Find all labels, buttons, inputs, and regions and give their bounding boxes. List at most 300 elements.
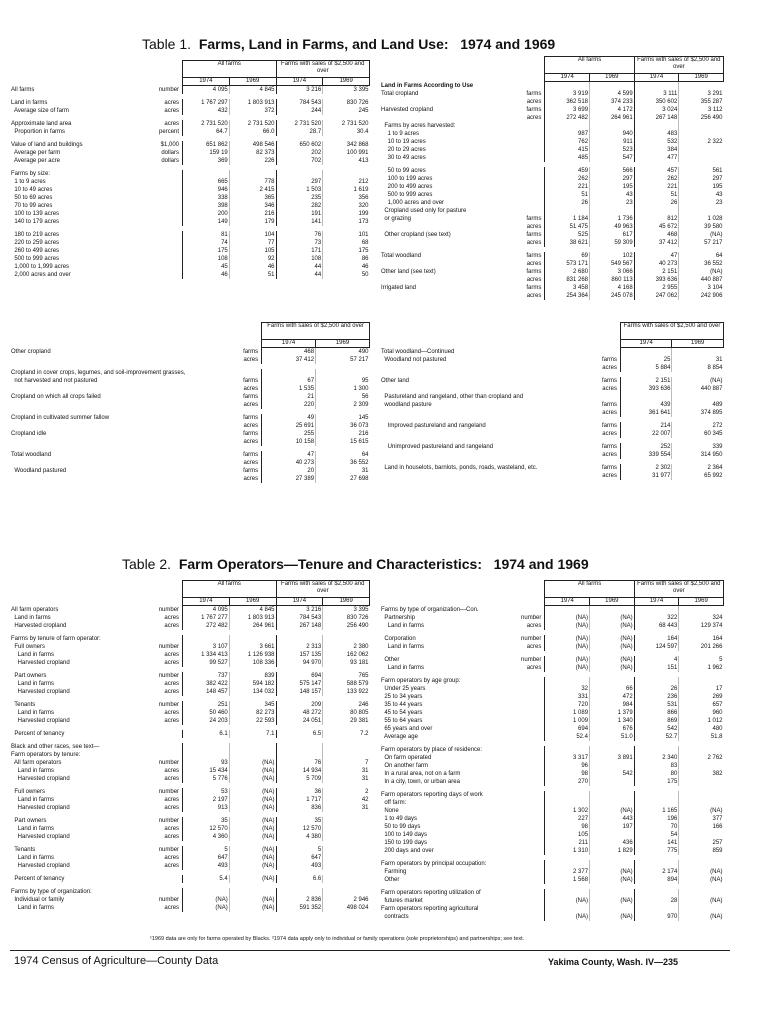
value-s74: 40 273 [634, 260, 679, 268]
row-unit [507, 146, 545, 154]
value-s69: 199 [323, 210, 370, 218]
value-a74: 175 [183, 247, 230, 255]
table-row [380, 778, 724, 786]
table-row [380, 268, 724, 276]
value-s69: (NA) [679, 876, 724, 884]
row-unit [507, 709, 545, 717]
row-label: 55 to 64 years [381, 717, 423, 724]
value-a69: 542 [590, 770, 635, 778]
table2-title [122, 556, 589, 572]
table-row [10, 467, 370, 475]
value-a74: 1 767 277 [183, 614, 230, 622]
row-label: Harvested cropland [11, 623, 67, 629]
value-a74: 149 [183, 218, 230, 226]
table1-title-years: 1974 and 1969 [460, 36, 556, 52]
value-s74: 2 340 [634, 754, 679, 762]
value-s69: 257 [679, 839, 724, 847]
value-s74: 37 412 [262, 356, 316, 364]
table-row [10, 854, 370, 862]
value-a69: 1 126 938 [229, 651, 276, 659]
value-s69 [679, 677, 724, 685]
row-unit: farms [243, 348, 259, 355]
value-a69 [590, 746, 635, 754]
table-row [380, 746, 724, 754]
value-a69 [229, 751, 276, 759]
row-label: Full owners [11, 644, 46, 650]
value-a74 [545, 746, 590, 754]
value-s74: 236 [634, 693, 679, 701]
value-a74: 338 [183, 194, 230, 202]
value-s74: 214 [620, 422, 672, 430]
table-row [380, 385, 724, 393]
value-a69: 860 113 [590, 276, 635, 284]
value-s69: 31 [323, 804, 370, 812]
value-a69: 498 546 [229, 141, 276, 149]
value-s74: 171 [276, 247, 323, 255]
value-s69: 960 [679, 709, 724, 717]
table-row [10, 210, 370, 218]
row-unit [143, 730, 183, 738]
value-s69 [679, 778, 724, 786]
value-a74: 5.4 [183, 875, 230, 883]
value-s74: 3 024 [634, 106, 679, 114]
table-row [10, 141, 370, 149]
table-row [10, 775, 370, 783]
row-unit: acres [164, 681, 180, 687]
row-unit: acres [526, 260, 542, 267]
table-row [380, 122, 724, 130]
value-a74: 1 310 [545, 847, 590, 855]
table-row [10, 904, 370, 912]
value-a69: 197 [590, 823, 635, 831]
table-row [10, 875, 370, 883]
row-unit [507, 693, 545, 701]
row-unit: $1,000 [160, 142, 180, 148]
value-s69: 342 868 [323, 141, 370, 149]
row-unit: percent [159, 129, 180, 135]
row-label: Farm operators reporting agricultural [381, 905, 479, 912]
value-s74 [620, 348, 672, 356]
row-unit: farms [526, 268, 542, 275]
value-a69: 77 [229, 239, 276, 247]
value-a74 [545, 677, 590, 685]
table-row [380, 130, 724, 138]
value-a69: (NA) [229, 759, 276, 767]
value-s74: 94 970 [276, 659, 323, 667]
value-s69: 27 698 [316, 475, 370, 483]
value-a74 [545, 606, 590, 614]
value-s69: 355 287 [679, 98, 724, 106]
row-label: On another farm [381, 762, 429, 769]
row-unit: acres [526, 643, 542, 650]
value-a69: (NA) [590, 876, 635, 884]
table-row [10, 888, 370, 896]
value-s74: 4 [634, 656, 679, 664]
row-label: Harvested cropland [11, 660, 70, 666]
value-s74: 591 352 [276, 904, 323, 912]
value-s69: 490 [316, 348, 370, 357]
row-label: In a city, town, or urban area [381, 778, 460, 785]
value-a69: 102 [590, 252, 635, 260]
value-s69: 830 726 [323, 99, 370, 107]
table-row [10, 896, 370, 904]
value-a74: 2 731 520 [183, 120, 230, 128]
table-row [380, 106, 724, 114]
value-a69: 472 [590, 693, 635, 701]
table-row [380, 643, 724, 651]
row-label [10, 401, 219, 409]
row-unit: acres [164, 121, 180, 127]
row-label: Land in farms [11, 797, 55, 803]
value-s74: 393 636 [634, 276, 679, 284]
value-a69: (NA) [229, 767, 276, 775]
row-label: Full owners [11, 789, 46, 795]
value-s74: 44 [276, 271, 323, 279]
row-label: Cropland in cover crops, legumes, and soil-improvement grasses, [11, 370, 186, 376]
table-row [380, 799, 724, 807]
value-a74: 46 [183, 271, 230, 279]
value-a74: 3 317 [545, 754, 590, 762]
row-label [380, 409, 579, 417]
row-unit: acres [164, 718, 180, 724]
value-s74: 54 [634, 831, 679, 839]
value-a69 [590, 860, 635, 868]
value-s69: 80 805 [323, 709, 370, 717]
row-unit: acres [164, 776, 180, 782]
value-s69: 2 380 [323, 643, 370, 651]
header-all-farms: All farms [183, 581, 276, 598]
value-s74: 76 [276, 759, 323, 767]
header-blank [10, 78, 183, 86]
value-a69: (NA) [229, 875, 276, 883]
value-a69 [590, 122, 635, 130]
value-s74: 393 636 [620, 385, 672, 393]
value-s74: 68 443 [634, 622, 679, 630]
table-row [10, 817, 370, 825]
value-s69: 30.4 [323, 128, 370, 136]
row-label: Black and other races, see text— [11, 744, 100, 750]
row-label: Farming [381, 868, 407, 875]
value-s69: 7.2 [323, 730, 370, 738]
table-row [10, 348, 370, 357]
value-s74: 35 [276, 817, 323, 825]
header-sales-2500: Farms with sales of $2,500 and over [276, 61, 370, 78]
row-label: 200 days and over [381, 847, 434, 854]
value-a69 [590, 799, 635, 807]
value-a69 [229, 635, 276, 643]
table-row [380, 146, 724, 154]
row-label: Cropland on which all crops failed [11, 394, 101, 400]
header-year-1974: 1974 [545, 598, 590, 606]
value-s69: 2 946 [323, 896, 370, 904]
value-a69: (NA) [590, 643, 635, 651]
value-a74 [545, 122, 590, 130]
value-s74: 694 [276, 672, 323, 680]
value-a74: 96 [545, 762, 590, 770]
row-unit [507, 725, 545, 733]
value-a69: (NA) [590, 897, 635, 905]
value-s69 [323, 854, 370, 862]
value-s69: 23 [679, 199, 724, 207]
header-year-1974: 1974 [545, 74, 590, 82]
value-a69: 1 340 [590, 717, 635, 725]
value-s69: 374 895 [672, 409, 724, 417]
table-row [10, 170, 370, 178]
row-unit: acres [164, 826, 180, 832]
row-unit: farms [601, 356, 617, 363]
value-a74: 3 107 [183, 643, 230, 651]
row-unit [507, 839, 545, 847]
row-unit: acres [243, 386, 259, 392]
row-unit [143, 263, 183, 271]
value-a69 [590, 791, 635, 799]
value-s69: 31 [323, 775, 370, 783]
value-s69: 162 062 [323, 651, 370, 659]
row-label: 10 to 49 acres [11, 187, 53, 193]
table-row [10, 255, 370, 263]
row-label: Tenants [11, 702, 36, 708]
footnote: ¹1969 data are only for farms operated by Blacks. ²1974 data apply only to individual or family operations (sole proprietorships) and partnerships; see text. [150, 936, 525, 942]
row-label: Average age [381, 733, 418, 740]
value-s69 [672, 393, 724, 401]
row-unit [143, 255, 183, 263]
row-label: Land in farms [11, 710, 55, 716]
value-a69: 911 [590, 138, 635, 146]
value-s69 [679, 746, 724, 754]
value-s69: 145 [316, 414, 370, 422]
table1-title-main: Farms, Land in Farms, and Land Use: [198, 36, 449, 52]
value-a74: 720 [545, 701, 590, 709]
value-s69: 7 [323, 759, 370, 767]
value-s74: 282 [276, 202, 323, 210]
row-unit: acres [526, 239, 542, 246]
table-row [10, 194, 370, 202]
row-label: Total woodland—Continued [381, 348, 455, 355]
value-a74: 50 460 [183, 709, 230, 717]
value-s69: 101 [323, 231, 370, 239]
value-a69: 264 961 [229, 622, 276, 630]
value-a69: 676 [590, 725, 635, 733]
row-label: Harvested cropland [11, 718, 70, 724]
row-unit: acres [243, 402, 259, 408]
value-a74: 432 [183, 107, 230, 115]
row-unit: acres [164, 768, 180, 774]
value-s74: 49 [262, 414, 316, 422]
table-row [380, 693, 724, 701]
row-unit: acres [526, 664, 542, 671]
value-s69: 1 012 [679, 717, 724, 725]
value-a69: 82 273 [229, 709, 276, 717]
value-a69: 4 599 [590, 90, 635, 98]
value-s69: 57 217 [679, 239, 724, 247]
row-label: Other cropland [11, 348, 51, 355]
table-row [10, 401, 370, 409]
value-a69: (NA) [229, 854, 276, 862]
header-year-1969: 1969 [323, 598, 370, 606]
row-unit: farms [601, 401, 617, 408]
row-unit [143, 635, 183, 643]
row-label [10, 475, 219, 483]
value-a69: (NA) [590, 807, 635, 815]
row-unit: farms [526, 90, 542, 97]
value-s74: 2 836 [276, 896, 323, 904]
row-unit [507, 199, 545, 207]
value-a74: 2 377 [545, 868, 590, 876]
value-s74: 468 [634, 231, 679, 239]
value-a69: 66.0 [229, 128, 276, 136]
table-row [380, 191, 724, 199]
value-a74: 4 095 [183, 86, 230, 95]
value-a74: 946 [183, 186, 230, 194]
value-a74: 38 621 [545, 239, 590, 247]
table2-title-years: 1974 and 1969 [493, 556, 589, 572]
value-a69: 66 [590, 685, 635, 693]
value-s69: 1 028 [679, 215, 724, 223]
value-s74: 191 [276, 210, 323, 218]
value-a74: 1 089 [545, 709, 590, 717]
value-a74: 647 [183, 854, 230, 862]
table-row [380, 114, 724, 122]
value-s69 [672, 348, 724, 356]
row-label: Total woodland [11, 452, 52, 458]
table-row [10, 846, 370, 854]
value-s69: 561 [679, 167, 724, 175]
value-a69: (NA) [590, 868, 635, 876]
table-row [10, 614, 370, 622]
value-a74: 227 [545, 815, 590, 823]
table-row [380, 754, 724, 762]
value-a69: 549 567 [590, 260, 635, 268]
header-sales-2500: Farms with sales of $2,500 and over [262, 323, 370, 340]
value-a69: (NA) [229, 817, 276, 825]
row-unit [507, 746, 545, 754]
value-s74: 235 [276, 194, 323, 202]
row-unit: acres [602, 385, 617, 392]
value-s69: 8 854 [672, 364, 724, 372]
row-unit: acres [526, 292, 542, 299]
value-a69: 2 415 [229, 186, 276, 194]
table2-left-panel [10, 580, 370, 912]
table-row [380, 443, 724, 451]
row-unit [143, 751, 183, 759]
data-table [10, 322, 370, 483]
table-row [380, 138, 724, 146]
row-unit [143, 231, 183, 239]
table-row [10, 438, 370, 446]
value-a74: (NA) [545, 643, 590, 651]
row-label: Farms by type of organization—Con. [381, 606, 479, 613]
value-s69: 272 [672, 422, 724, 430]
row-unit: number [158, 760, 180, 766]
value-a69: 92 [229, 255, 276, 263]
value-s69: 3 395 [323, 606, 370, 615]
row-unit [579, 348, 620, 356]
table-row [380, 167, 724, 175]
value-s74 [634, 606, 679, 614]
value-a74: 211 [545, 839, 590, 847]
value-a74: 26 [545, 199, 590, 207]
value-a69: 594 182 [229, 680, 276, 688]
value-a74: 2 680 [545, 268, 590, 276]
table-row [10, 202, 370, 210]
value-s69 [679, 905, 724, 913]
table-row [10, 107, 370, 115]
header-year-1969: 1969 [672, 340, 724, 348]
value-s74: 247 062 [634, 292, 679, 300]
row-unit: number [521, 656, 542, 663]
value-a74: 6.1 [183, 730, 230, 738]
value-a74: 913 [183, 804, 230, 812]
header-blank [10, 598, 183, 606]
value-s69: 246 [323, 701, 370, 709]
value-a74 [183, 635, 230, 643]
row-unit [143, 186, 183, 194]
value-s74: 151 [634, 664, 679, 672]
row-label: Cropland idle [11, 431, 47, 437]
value-a69: 436 [590, 839, 635, 847]
row-label: All farm operators [11, 606, 59, 613]
row-label: Harvested cropland [11, 805, 70, 811]
row-unit [507, 807, 545, 815]
value-s74: 2 151 [620, 377, 672, 385]
value-a69: 297 [590, 175, 635, 183]
row-unit [507, 733, 545, 741]
row-label: 100 to 149 days [381, 831, 428, 838]
row-unit: farms [601, 422, 617, 429]
value-a74: 331 [545, 693, 590, 701]
header-year-1974: 1974 [262, 340, 316, 348]
value-s69: 31 [323, 767, 370, 775]
row-label: Other land (see text) [381, 268, 436, 275]
value-a69: 443 [590, 815, 635, 823]
row-label: Land in farms [11, 100, 48, 106]
value-a69: (NA) [229, 796, 276, 804]
value-a69 [590, 762, 635, 770]
value-s74: 650 602 [276, 141, 323, 149]
value-s74: 575 147 [276, 680, 323, 688]
table-row [380, 154, 724, 162]
footer-county-page: Yakima County, Wash. IV—235 [548, 957, 679, 967]
row-label: Value of land and buildings [11, 142, 83, 148]
table-row [10, 672, 370, 680]
row-unit [507, 860, 545, 868]
value-a74: 382 422 [183, 680, 230, 688]
value-s69: 17 [679, 685, 724, 693]
row-unit: farms [526, 215, 542, 222]
header-blank [380, 598, 545, 606]
row-unit [507, 905, 545, 913]
value-s74 [634, 82, 679, 90]
row-label: All farms [11, 86, 35, 93]
value-s69: 480 [679, 725, 724, 733]
table-row [10, 271, 370, 279]
row-label: 1 to 9 acres [11, 179, 46, 185]
value-s69: 93 181 [323, 659, 370, 667]
value-a69: 105 [229, 247, 276, 255]
row-label: Harvested cropland [11, 863, 70, 869]
header-sales-2500: Farms with sales of $2,500 and over [620, 323, 723, 340]
table-row [10, 717, 370, 725]
value-s69: 129 374 [679, 622, 724, 630]
table-row [10, 414, 370, 422]
row-unit: farms [526, 252, 542, 259]
row-unit: acres [243, 357, 259, 363]
value-s74 [276, 751, 323, 759]
value-s74: 36 [276, 788, 323, 796]
value-a69: 22 593 [229, 717, 276, 725]
row-label: 220 to 259 acres [11, 240, 60, 246]
value-s74: 26 [634, 685, 679, 693]
